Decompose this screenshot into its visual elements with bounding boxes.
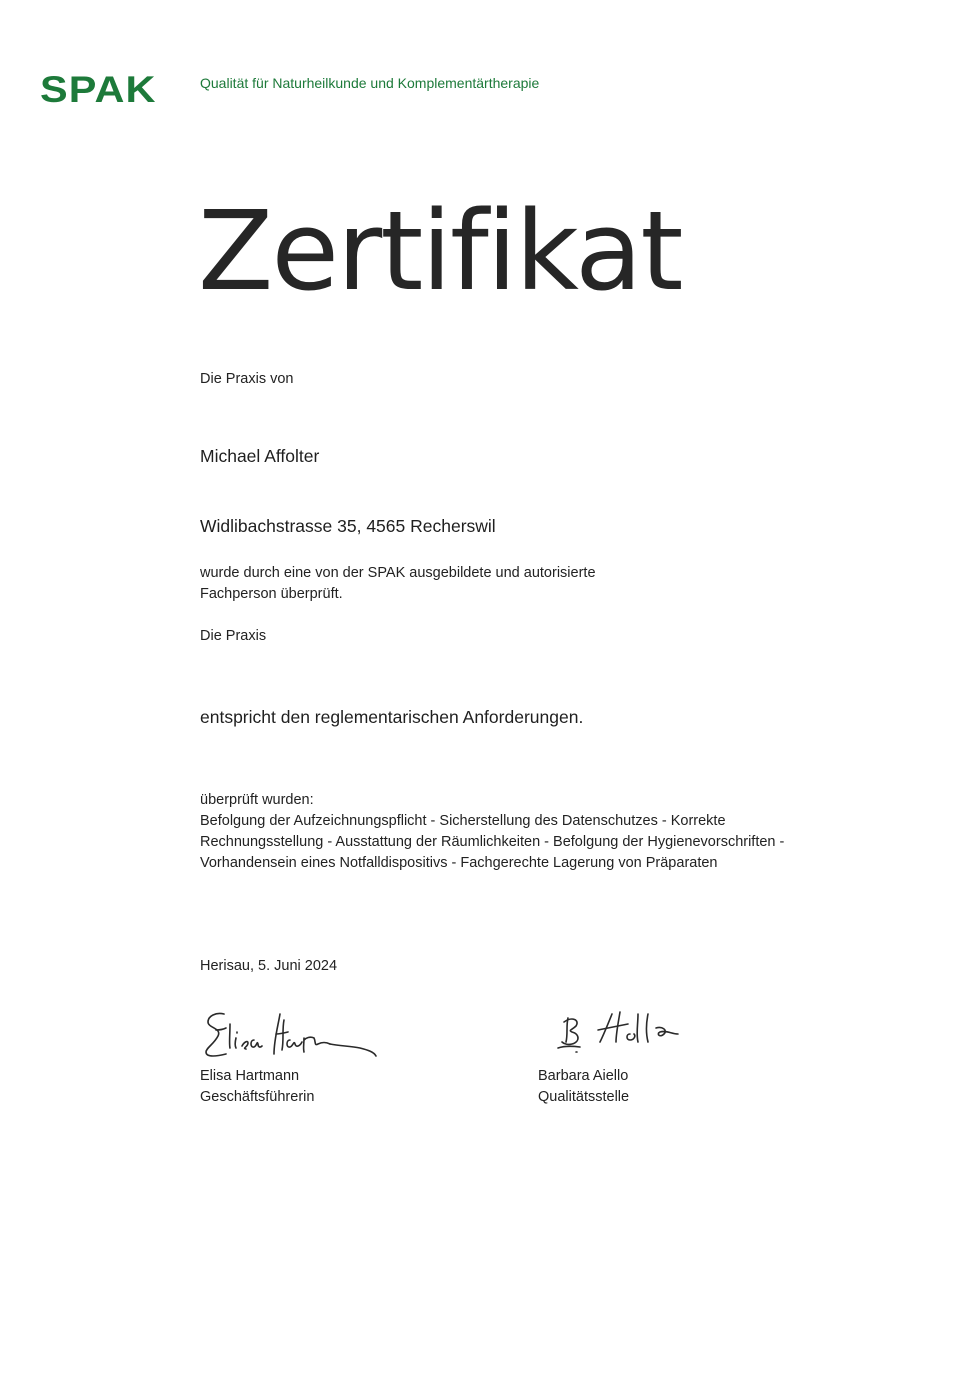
practitioner-name: Michael Affolter xyxy=(200,446,320,466)
praxis-label: Die Praxis xyxy=(200,628,267,644)
spak-logo: SPAK xyxy=(40,69,157,110)
signature-hartmann-text: Elisa Hartmann xyxy=(200,1065,207,1066)
checked-items: Befolgung der Aufzeichnungspflicht - Sicherstellung des Datenschutzes - Korrekte Rechnungsstellung - Ausstattung der Räumlichkeiten - Befolgung der Hygienevorschriften - Vorhandensein eines Notfalldispositivs - Fachgerechte Lagerung von Präparaten xyxy=(200,813,785,871)
tagline: Qualität für Naturheilkunde und Komplementärtherapie xyxy=(200,75,540,91)
result-statement: entspricht den reglementarischen Anforderungen. xyxy=(200,707,584,727)
signer-role-right: Qualitätsstelle xyxy=(538,1089,630,1105)
signature-block-right xyxy=(538,1000,718,1108)
signer-name-left: Elisa Hartmann xyxy=(200,1068,300,1084)
signer-name-right: Barbara Aiello xyxy=(538,1068,629,1084)
page-title: Zertifikat xyxy=(198,187,682,315)
place-date: Herisau, 5. Juni 2024 xyxy=(200,958,338,974)
practice-address: Widlibachstrasse 35, 4565 Recherswil xyxy=(200,516,496,536)
intro-text: Die Praxis von xyxy=(200,371,294,387)
description-text: wurde durch eine von der SPAK ausgebildete und autorisierte Fachperson überprüft. xyxy=(200,565,596,602)
signature-aiello-text: B. Aiello xyxy=(538,1065,542,1066)
signature-aiello-icon xyxy=(538,1000,718,1066)
signature-block-left xyxy=(200,1000,385,1108)
checked-label: überprüft wurden: xyxy=(200,792,314,808)
signer-role-left: Geschäftsführerin xyxy=(200,1089,315,1105)
signature-hartmann-icon xyxy=(200,1000,385,1066)
